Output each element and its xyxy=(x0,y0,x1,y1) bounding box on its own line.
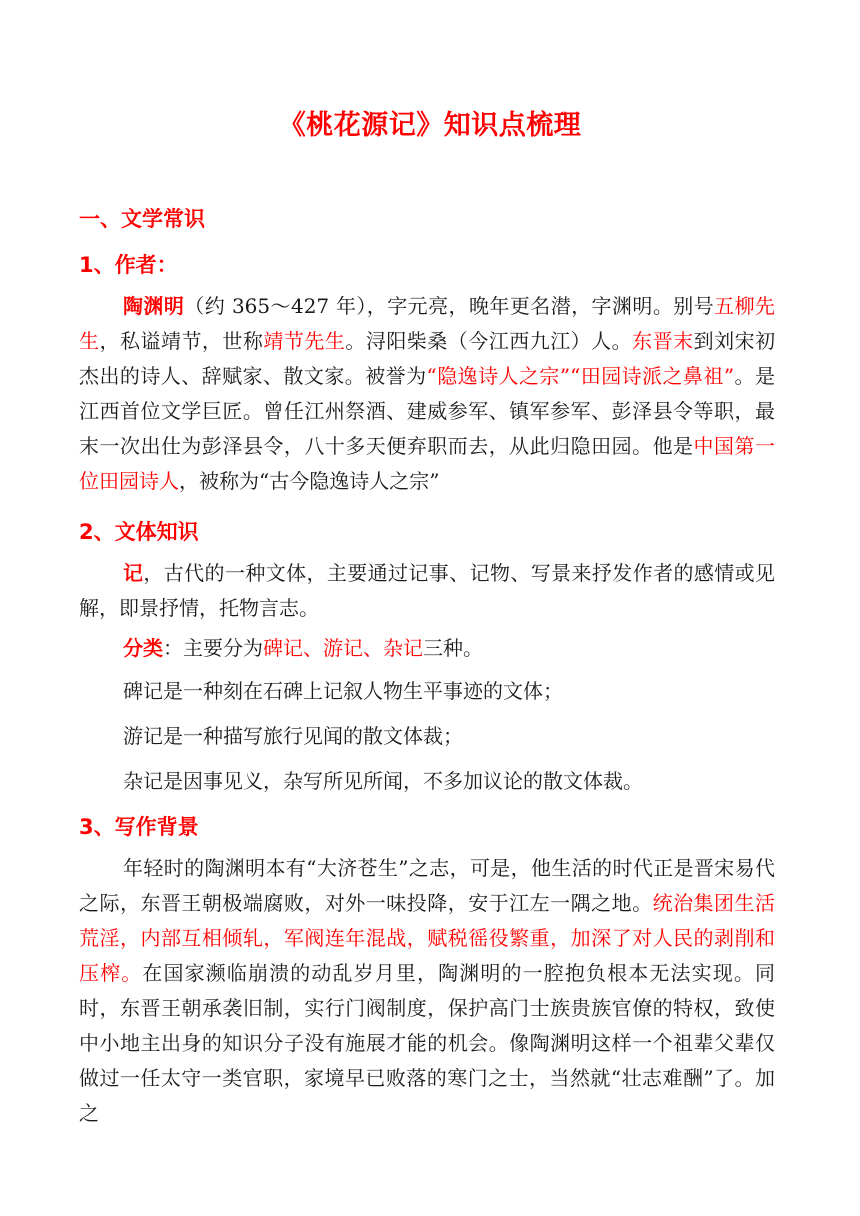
author-text-run: ，被称为“古今隐逸诗人之宗” xyxy=(179,469,440,493)
subheading-genre: 2、文体知识 xyxy=(79,520,199,544)
classification-label: 分类 xyxy=(123,636,163,660)
section-heading-literary-knowledge: 一、文学常识 xyxy=(79,207,205,231)
background-paragraph xyxy=(79,851,775,1131)
genre-definition-paragraph xyxy=(79,556,775,626)
classification-post: 三种。 xyxy=(423,636,483,660)
zaji-line: 杂记是因事见义，杂写所见所闻，不多加议论的散文体裁。 xyxy=(123,769,643,793)
author-text-run: 中国第一位田园诗人 xyxy=(79,434,776,493)
subheading-author: 1、作者： xyxy=(79,253,178,277)
genre-term: 记 xyxy=(123,561,144,585)
subheading-background: 3、写作背景 xyxy=(79,815,199,839)
author-text-run: 东晋末 xyxy=(632,329,694,353)
youji-line: 游记是一种描写旅行见闻的散文体裁； xyxy=(123,724,463,748)
background-text-highlight: 统治集团生活荒淫，内部互相倾轧，军阀连年混战，赋税徭役繁重，加深了对人民的剥削和压榨。 xyxy=(79,891,776,985)
author-text-run: 陶渊明 xyxy=(123,294,185,318)
author-paragraph xyxy=(79,289,775,499)
genre-classification-line xyxy=(123,631,783,666)
page-title: 《桃花源记》知识点梳理 xyxy=(278,110,582,141)
background-text-b: 在国家濒临崩溃的动乱岁月里，陶渊明的一腔抱负根本无法实现。同时，东晋王朝承袭旧制，实行门阀制度，保护高门士族贵族官僚的特权，致使中小地主出身的知识分子没有施展才能的机会。像陶渊明这样一个祖辈父辈仅做过一任太守一类官职，家境早已败落的寒门之士，当然就“壮志难酬”了。加之 xyxy=(79,961,775,1125)
author-text-run: 五柳先生 xyxy=(79,294,776,353)
classification-types: 碑记、游记、杂记 xyxy=(263,636,423,660)
author-text-run: 。浔阳柴桑（今江西九江）人。 xyxy=(345,329,633,353)
author-text-run: “隐逸诗人之宗”“田园诗派之鼻祖” xyxy=(426,364,735,388)
author-text-run: 到刘宋初杰出的诗人、辞赋家、散文家。被誉为 xyxy=(79,329,776,388)
background-text-a: 年轻时的陶渊明本有“大济苍生”之志，可是，他生活的时代正是晋宋易代之际，东晋王朝极端腐败，对外一味投降，安于江左一隅之地。 xyxy=(79,856,775,915)
genre-definition-text: ，古代的一种文体，主要通过记事、记物、写景来抒发作者的感情或见解，即景抒情，托物言志。 xyxy=(79,561,776,620)
author-text-run: 。是江西首位文学巨匠。曾任江州祭酒、建威参军、镇军参军、彭泽县令等职，最末一次出仕为彭泽县令，八十多天便弃职而去，从此归隐田园。他是 xyxy=(79,364,775,458)
author-text-run: （约 365～427 年），字元亮，晚年更名潜，字渊明。别号 xyxy=(184,294,715,318)
author-text-run: ，私谥靖节，世称 xyxy=(99,329,264,353)
classification-pre: ：主要分为 xyxy=(163,636,263,660)
beiji-line: 碑记是一种刻在石碑上记叙人物生平事迹的文体； xyxy=(123,679,563,703)
author-text-run: 靖节先生 xyxy=(263,329,346,353)
